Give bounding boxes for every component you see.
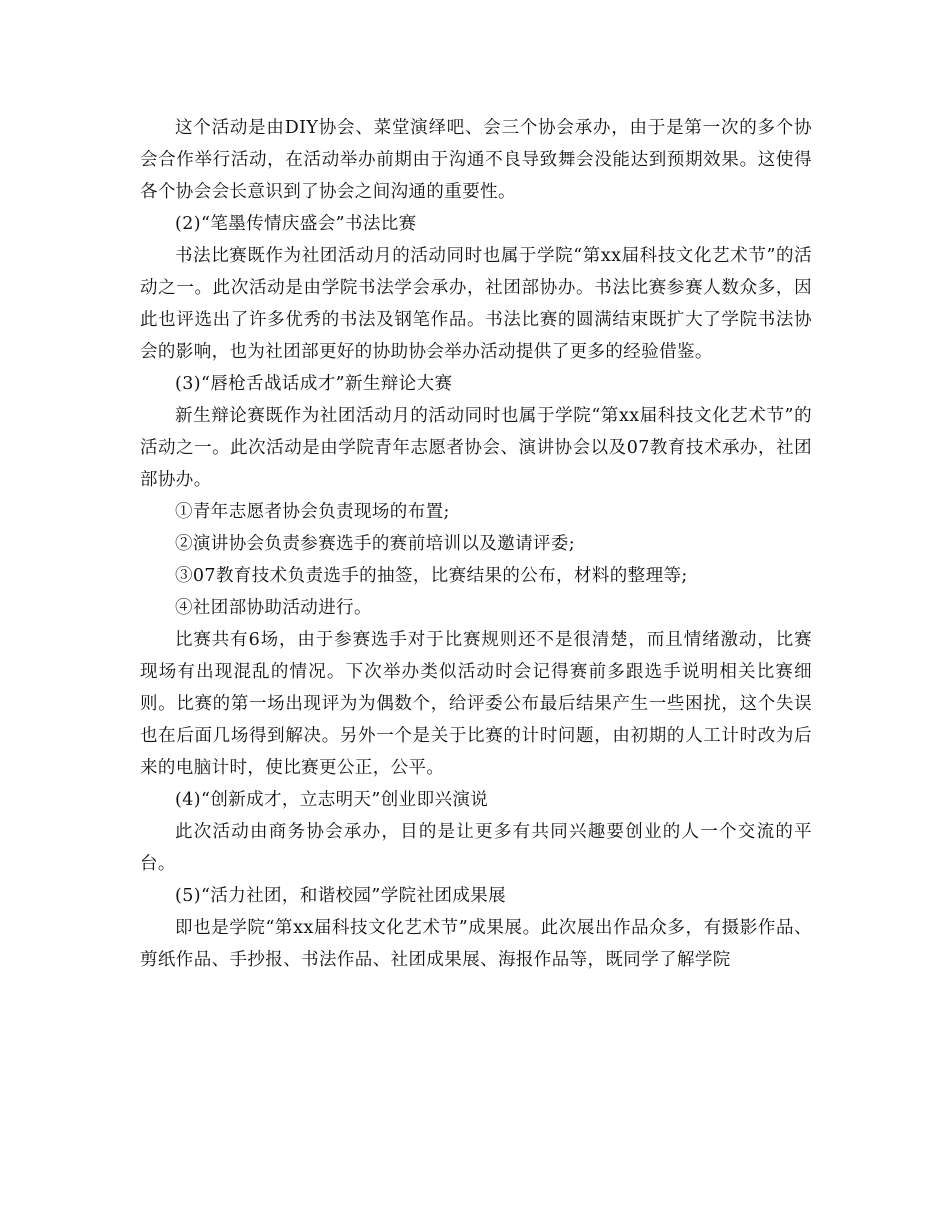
list-item-club-department: ④社团部协助活动进行。 <box>175 598 372 618</box>
heading-club-exhibition: (5)“活力社团，和谐校园”学院社团成果展 <box>175 886 507 906</box>
list-item-education-tech: ③07教育技术负责选手的抽签，比赛结果的公布，材料的整理等; <box>175 566 688 586</box>
paragraph-calligraphy-contest: 书法比赛既作为社团活动月的活动同时也属于学院“第xx届科技文化艺术节”的活动之一。此次活动是由学院书法学会承办，社团部协办。书法比赛参赛人数众多，因此也评选出了许多优秀的书法及钢笔作品。书法比赛的圆满结束既扩大了学院书法协会的影响，也为社团部更好的协助协会举办活动提供了更多的经验借鉴。 <box>140 246 812 362</box>
heading-calligraphy-contest: (2)“笔墨传情庆盛会”书法比赛 <box>175 214 417 234</box>
paragraph-debate-review: 比赛共有6场，由于参赛选手对于比赛规则还不是很清楚，而且情绪激动，比赛现场有出现混乱的情况。下次举办类似活动时会记得赛前多跟选手说明相关比赛细则。比赛的第一场出现评为为偶数个，给评委公布最后结果产生一些困扰，这个失误也在后面几场得到解决。另外一个是关于比赛的计时问题，由初期的人工计时改为后来的电脑计时，使比赛更公正，公平。 <box>140 630 812 778</box>
paragraph-diy-activity: 这个活动是由DIY协会、菜堂演绎吧、会三个协会承办，由于是第一次的多个协会合作举行活动，在活动举办前期由于沟通不良导致舞会没能达到预期效果。这使得各个协会会长意识到了协会之间沟通的重要性。 <box>140 118 812 202</box>
list-item-speech-association: ②演讲协会负责参赛选手的赛前培训以及邀请评委; <box>175 534 576 554</box>
heading-entrepreneurship-speech: (4)“创新成才，立志明天”创业即兴演说 <box>175 790 489 810</box>
paragraph-club-exhibition: 即也是学院“第xx届科技文化艺术节”成果展。此次展出作品众多，有摄影作品、剪纸作品、手抄报、书法作品、社团成果展、海报作品等，既同学了解学院 <box>140 918 812 970</box>
document-body <box>140 112 812 976</box>
paragraph-entrepreneurship-speech: 此次活动由商务协会承办，目的是让更多有共同兴趣要创业的人一个交流的平台。 <box>140 822 812 874</box>
paragraph-debate-contest: 新生辩论赛既作为社团活动月的活动同时也属于学院“第xx届科技文化艺术节”的活动之一。此次活动是由学院青年志愿者协会、演讲协会以及07教育技术承办，社团部协办。 <box>140 406 812 490</box>
list-item-volunteers: ①青年志愿者协会负责现场的布置; <box>175 502 450 522</box>
heading-debate-contest: (3)“唇枪舌战话成才”新生辩论大赛 <box>175 374 453 394</box>
